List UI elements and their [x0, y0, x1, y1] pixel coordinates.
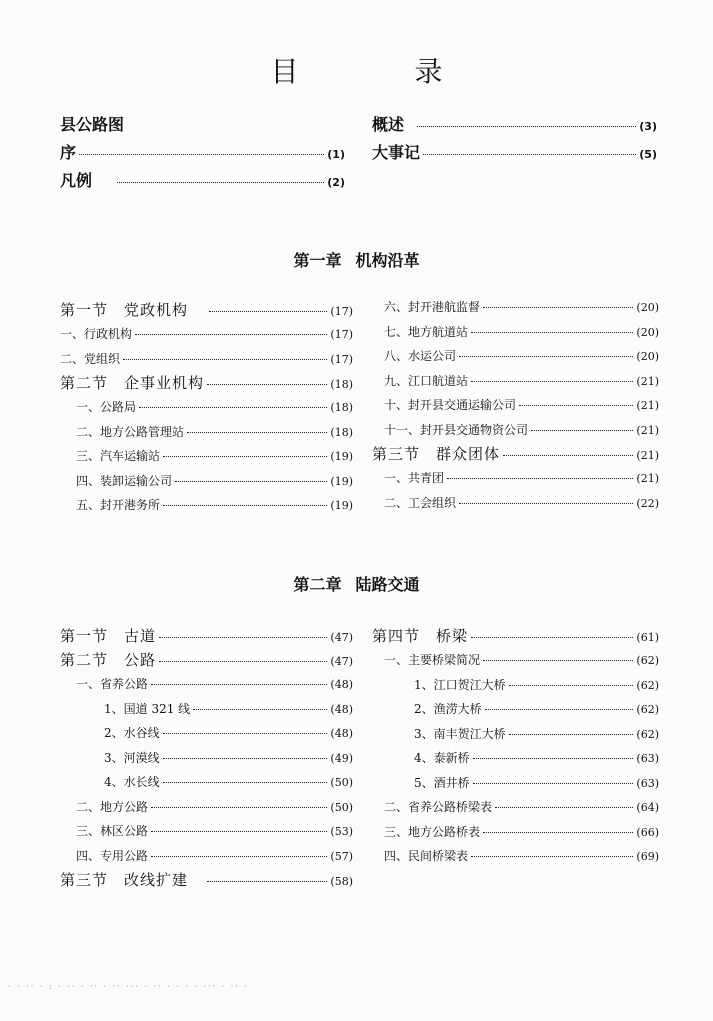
dot-leader [459, 503, 633, 504]
toc-entry[interactable] [60, 770, 353, 795]
dot-leader [471, 332, 633, 333]
toc-entry[interactable] [60, 868, 353, 892]
toc-page: (50) [330, 800, 353, 814]
toc-label: 二、工会组织 [384, 495, 457, 510]
toc-entry[interactable] [60, 493, 353, 518]
toc-page: (48) [330, 727, 353, 740]
toc-page: (61) [636, 631, 659, 644]
dot-leader [503, 455, 633, 456]
toc-entry[interactable] [372, 697, 659, 722]
dot-leader [163, 733, 328, 734]
toc-page: (47) [330, 631, 353, 644]
toc-page: (21) [636, 374, 659, 388]
toc-page: (17) [330, 305, 353, 318]
dot-leader [151, 807, 327, 808]
toc-page: (19) [330, 499, 353, 512]
front-matter-left [60, 111, 345, 195]
dot-leader [151, 684, 327, 685]
dot-leader [447, 478, 633, 479]
toc-label: 5、酒井桥 [414, 775, 470, 790]
toc-entry[interactable] [372, 624, 659, 648]
toc-page: (21) [636, 472, 659, 485]
toc-page: (53) [330, 825, 353, 838]
toc-entry[interactable] [60, 139, 345, 167]
toc-entry[interactable] [60, 347, 353, 372]
toc-entry[interactable] [372, 393, 659, 418]
front-matter-right [372, 111, 657, 167]
toc-entry[interactable] [60, 624, 353, 648]
dot-leader [471, 856, 633, 857]
toc-label: 一、公路局 [76, 400, 137, 414]
toc-page: (63) [636, 776, 659, 790]
toc-label: 九、江口航道站 [384, 373, 469, 388]
dot-leader [471, 637, 633, 638]
toc-entry[interactable] [60, 395, 353, 420]
toc-entry[interactable] [60, 844, 353, 869]
toc-page: (20) [636, 301, 659, 314]
dot-leader [509, 734, 634, 735]
toc-label: 三、汽车运输站 [76, 449, 161, 463]
toc-entry[interactable] [372, 844, 659, 869]
toc-page: (57) [330, 849, 353, 863]
toc-page: (18) [330, 401, 353, 414]
toc-entry[interactable] [372, 491, 659, 516]
dot-leader [471, 381, 633, 382]
dot-leader [459, 356, 633, 357]
dot-leader [473, 758, 634, 759]
toc-label: 1、国道 321 线 [104, 701, 191, 716]
toc-entry[interactable] [60, 111, 345, 139]
toc-page: (62) [636, 703, 659, 716]
toc-label: 一、主要桥梁简况 [384, 653, 481, 667]
toc-label: 县公路图 [60, 115, 125, 134]
toc-entry[interactable] [372, 673, 659, 698]
toc-page: (62) [636, 678, 659, 692]
toc-entry[interactable] [60, 672, 353, 697]
toc-label: 凡例 [60, 171, 93, 190]
toc-page: (58) [330, 875, 353, 888]
toc-page: (47) [330, 655, 353, 668]
toc-entry[interactable] [372, 295, 659, 320]
toc-entry[interactable] [60, 298, 353, 322]
toc-label: 第四节 桥梁 [372, 627, 469, 645]
toc-page: (49) [330, 751, 353, 765]
toc-entry[interactable] [60, 420, 353, 445]
toc-page: (19) [330, 450, 353, 463]
dot-leader [79, 154, 324, 155]
toc-page: (21) [636, 399, 659, 412]
dot-leader [473, 783, 634, 784]
toc-label: 概述 [372, 115, 405, 134]
toc-label: 二、党组织 [60, 351, 121, 366]
toc-page: (20) [636, 350, 659, 363]
toc-label: 六、封开港航监督 [384, 300, 481, 314]
dot-leader [509, 685, 634, 686]
toc-page: (17) [330, 352, 353, 366]
toc-entry[interactable] [372, 746, 659, 771]
toc-label: 4、水长线 [104, 775, 160, 789]
dot-leader [163, 758, 328, 759]
toc-entry[interactable] [60, 819, 353, 844]
toc-label: 一、行政机构 [60, 327, 133, 341]
toc-label: 第三节 群众团体 [372, 445, 501, 463]
toc-page: (62) [636, 727, 659, 741]
dot-leader [135, 334, 327, 335]
toc-entry[interactable] [372, 139, 657, 167]
dot-leader [175, 481, 327, 482]
toc-page: (48) [330, 702, 353, 716]
toc-page: (2) [327, 176, 345, 189]
toc-entry[interactable] [60, 167, 345, 195]
toc-entry[interactable] [60, 795, 353, 820]
toc-page: (69) [636, 850, 659, 863]
toc-page: (18) [330, 425, 353, 439]
toc-entry[interactable] [372, 795, 659, 820]
toc-label: 四、民间桥梁表 [384, 849, 469, 863]
dot-leader [423, 154, 636, 155]
chapter-heading [0, 572, 713, 595]
toc-entry[interactable] [372, 344, 659, 369]
chapter-number: 第一章 [293, 251, 342, 270]
toc-label: 4、泰新桥 [414, 751, 470, 765]
toc-label: 第二节 企事业机构 [60, 374, 205, 392]
toc-entry[interactable] [372, 369, 659, 394]
toc-entry[interactable] [372, 466, 659, 491]
dot-leader [483, 660, 633, 661]
toc-label: 十、封开县交通运输公司 [384, 398, 517, 412]
dot-leader [151, 831, 327, 832]
toc-label: 第二节 公路 [60, 651, 157, 669]
toc-page: (18) [330, 378, 353, 391]
toc-entry[interactable] [372, 771, 659, 796]
toc-page: (64) [636, 801, 659, 814]
toc-label: 第三节 改线扩建 [60, 871, 189, 889]
toc-label: 3、南丰贺江大桥 [414, 726, 506, 741]
toc-label: 2、渔涝大桥 [414, 702, 482, 716]
toc-entry[interactable] [60, 721, 353, 746]
toc-entry[interactable] [60, 322, 353, 347]
scan-artifact: · · ·· · : · ·· · ·· · ·· ··· · ·· · · · · ··· · ·· · [8, 982, 249, 991]
toc-label: 二、地方公路 [76, 799, 149, 814]
dot-leader [151, 856, 327, 857]
chapter-heading [0, 248, 713, 271]
toc-label: 三、林区公路 [76, 824, 149, 838]
toc-entry[interactable] [60, 444, 353, 469]
dot-leader [207, 384, 327, 385]
toc-page: (21) [636, 449, 659, 462]
dot-leader [495, 807, 633, 808]
dot-leader [209, 311, 327, 312]
toc-label: 四、专用公路 [76, 848, 149, 863]
toc-entry[interactable] [372, 722, 659, 747]
chapter1-right [372, 295, 659, 515]
toc-label: 大事记 [372, 143, 421, 162]
toc-entry[interactable] [60, 648, 353, 672]
toc-entry[interactable] [60, 697, 353, 722]
chapter-name: 机构沿革 [355, 251, 420, 270]
dot-leader [123, 359, 327, 360]
toc-entry[interactable] [372, 820, 659, 845]
toc-entry[interactable] [372, 320, 659, 345]
dot-leader [193, 709, 327, 710]
toc-label: 二、地方公路管理站 [76, 424, 185, 439]
dot-leader [519, 405, 633, 406]
toc-entry[interactable] [60, 746, 353, 771]
dot-leader [139, 407, 327, 408]
toc-label: 1、江口贺江大桥 [414, 677, 506, 692]
toc-label: 八、水运公司 [384, 349, 457, 363]
toc-page: (62) [636, 654, 659, 667]
dot-leader [163, 505, 327, 506]
dot-leader [159, 661, 327, 662]
toc-label: 2、水谷线 [104, 726, 160, 740]
dot-leader [159, 637, 327, 638]
toc-page: (21) [636, 423, 659, 437]
toc-page: (66) [636, 825, 659, 839]
dot-leader [163, 782, 328, 783]
dot-leader [417, 126, 636, 127]
toc-page: (20) [636, 325, 659, 339]
chapter1-left [60, 298, 353, 518]
dot-leader [485, 709, 634, 710]
toc-page: (50) [330, 776, 353, 789]
toc-label: 第一节 党政机构 [60, 301, 189, 319]
dot-leader [483, 832, 633, 833]
toc-label: 序 [60, 143, 77, 162]
chapter2-right [372, 624, 659, 869]
toc-page: (48) [330, 678, 353, 691]
toc-label: 第一节 古道 [60, 627, 157, 645]
chapter-number: 第二章 [293, 575, 342, 594]
page-title: 目 录 [270, 55, 487, 88]
toc-entry[interactable] [372, 111, 657, 139]
chapter-name: 陆路交通 [355, 575, 420, 594]
toc-label: 3、河漠线 [104, 750, 160, 765]
toc-entry[interactable] [372, 418, 659, 443]
dot-leader [117, 182, 324, 183]
toc-label: 一、共青团 [384, 471, 445, 485]
toc-label: 五、封开港务所 [76, 498, 161, 512]
toc-page: (3) [639, 120, 657, 133]
toc-entry[interactable] [60, 469, 353, 494]
toc-page: (17) [330, 328, 353, 341]
toc-entry[interactable] [372, 442, 659, 466]
dot-leader [187, 432, 327, 433]
toc-page: (63) [636, 752, 659, 765]
dot-leader [483, 307, 633, 308]
toc-label: 四、装卸运输公司 [76, 473, 173, 488]
dot-leader [163, 456, 327, 457]
toc-page: (1) [327, 148, 345, 161]
toc-label: 二、省养公路桥梁表 [384, 800, 493, 814]
toc-entry[interactable] [372, 648, 659, 673]
dot-leader [207, 881, 327, 882]
toc-page: (19) [330, 474, 353, 488]
toc-label: 一、省养公路 [76, 677, 149, 691]
toc-entry[interactable] [60, 371, 353, 395]
chapter2-left [60, 624, 353, 892]
toc-label: 三、地方公路桥表 [384, 824, 481, 839]
toc-label: 十一、封开县交通物资公司 [384, 422, 529, 437]
toc-page: (5) [639, 148, 657, 161]
toc-page: (22) [636, 496, 659, 510]
toc-label: 七、地方航道站 [384, 324, 469, 339]
dot-leader [531, 430, 633, 431]
